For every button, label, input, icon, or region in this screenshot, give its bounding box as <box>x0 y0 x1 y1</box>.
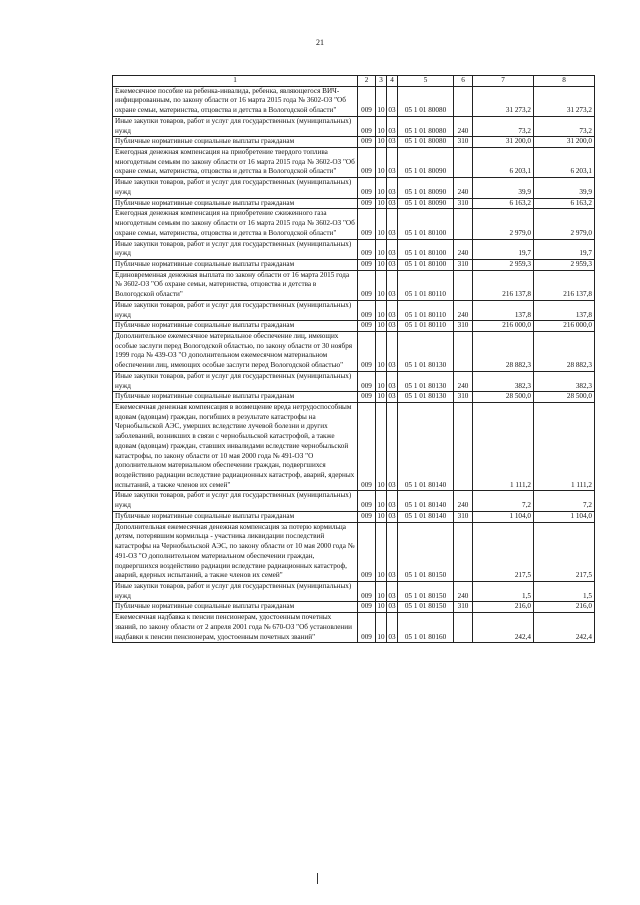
table-row <box>113 403 595 491</box>
amount-col-8: 31 200,0 <box>534 137 595 148</box>
ministry-code: 009 <box>358 613 376 643</box>
table-row <box>113 239 595 259</box>
row-description: Публичные нормативные социальные выплаты гражданам <box>113 321 358 332</box>
section-code: 10 <box>376 403 387 491</box>
subsection-code: 03 <box>387 403 398 491</box>
target-article-code: 05 1 01 80150 <box>398 522 454 581</box>
amount-col-7: 28 500,0 <box>473 392 534 403</box>
row-description: Иные закупки товаров, работ и услуг для государственных (муниципальных) нужд <box>113 116 358 136</box>
amount-col-7: 1,5 <box>473 581 534 601</box>
section-code: 10 <box>376 602 387 613</box>
budget-table <box>112 75 595 643</box>
expense-type-code: 310 <box>454 259 473 270</box>
amount-col-7: 216,0 <box>473 602 534 613</box>
expense-type-code <box>454 270 473 300</box>
ministry-code: 009 <box>358 511 376 522</box>
table-row <box>113 178 595 198</box>
column-header: 3 <box>376 76 387 87</box>
table-row <box>113 392 595 403</box>
ministry-code: 009 <box>358 371 376 391</box>
amount-col-7: 1 104,0 <box>473 511 534 522</box>
section-code: 10 <box>376 613 387 643</box>
table-row <box>113 511 595 522</box>
row-description: Ежемесячная денежная компенсация в возмещение вреда нетрудоспособным вдовам (вдовцам) граждан, погибших в результате катастрофы на Чернобыльской АЭС, умерших вследствие лучевой болезни и других заболеваний, возникших в связи с чернобыльской катастрофой, а также вдовам (вдовцам) граждан, ставших инвалидами вследствие чернобыльской катастрофы, по закону области от 10 мая 2000 года № 491-ОЗ "О дополнительном материальном обеспечении граждан, подвергшихся воздействию радиации вследствие радиационных катастроф, аварий, ядерных испытаний, а также членов их семей" <box>113 403 358 491</box>
expense-type-code <box>454 522 473 581</box>
section-code: 10 <box>376 392 387 403</box>
amount-col-8: 1,5 <box>534 581 595 601</box>
amount-col-8: 28 500,0 <box>534 392 595 403</box>
amount-col-8: 2 979,0 <box>534 209 595 239</box>
row-description: Единовременная денежная выплата по закону области от 16 марта 2015 года № 3602-ОЗ "Об охране семьи, материнства, отцовства и детства в Вологодской области" <box>113 270 358 300</box>
ministry-code: 009 <box>358 602 376 613</box>
section-code: 10 <box>376 331 387 371</box>
amount-col-8: 6 163,2 <box>534 198 595 209</box>
amount-col-7: 39,9 <box>473 178 534 198</box>
target-article-code: 05 1 01 80100 <box>398 239 454 259</box>
expense-type-code <box>454 331 473 371</box>
amount-col-7: 2 979,0 <box>473 209 534 239</box>
ministry-code: 009 <box>358 86 376 116</box>
expense-type-code <box>454 403 473 491</box>
row-description: Иные закупки товаров, работ и услуг для государственных (муниципальных) нужд <box>113 239 358 259</box>
expense-type-code <box>454 209 473 239</box>
page-number: 21 <box>316 38 324 47</box>
row-description: Публичные нормативные социальные выплаты гражданам <box>113 198 358 209</box>
amount-col-8: 1 111,2 <box>534 403 595 491</box>
section-code: 10 <box>376 371 387 391</box>
row-description: Публичные нормативные социальные выплаты гражданам <box>113 259 358 270</box>
table-row <box>113 300 595 320</box>
ministry-code: 009 <box>358 392 376 403</box>
ministry-code: 009 <box>358 209 376 239</box>
target-article-code: 05 1 01 80110 <box>398 270 454 300</box>
ministry-code: 009 <box>358 178 376 198</box>
target-article-code: 05 1 01 80100 <box>398 209 454 239</box>
table-row <box>113 581 595 601</box>
target-article-code: 05 1 01 80130 <box>398 392 454 403</box>
ministry-code: 009 <box>358 116 376 136</box>
amount-col-7: 6 203,1 <box>473 148 534 178</box>
subsection-code: 03 <box>387 239 398 259</box>
subsection-code: 03 <box>387 86 398 116</box>
column-header: 2 <box>358 76 376 87</box>
subsection-code: 03 <box>387 300 398 320</box>
subsection-code: 03 <box>387 613 398 643</box>
target-article-code: 05 1 01 80160 <box>398 613 454 643</box>
expense-type-code: 240 <box>454 491 473 511</box>
amount-col-8: 31 273,2 <box>534 86 595 116</box>
target-article-code: 05 1 01 80080 <box>398 137 454 148</box>
row-description: Дополнительное ежемесячное материальное обеспечение лиц, имеющих особые заслуги перед Вологодской областью, по закону области от 30 ноября 1999 года № 439-ОЗ "О дополнительном ежемесячном материальном обеспечении лиц, имеющих особые заслуги перед Вологодской областью" <box>113 331 358 371</box>
row-description: Ежемесячное пособие на ребенка-инвалида, ребенка, являющегося ВИЧ-инфицированным, по закону области от 16 марта 2015 года № 3602-ОЗ "Об охране семьи, материнства, отцовства и детства в Вологодской области" <box>113 86 358 116</box>
section-code: 10 <box>376 137 387 148</box>
bottom-mark <box>317 873 318 884</box>
target-article-code: 05 1 01 80090 <box>398 178 454 198</box>
table-row <box>113 86 595 116</box>
section-code: 10 <box>376 116 387 136</box>
subsection-code: 03 <box>387 116 398 136</box>
expense-type-code: 310 <box>454 392 473 403</box>
amount-col-8: 39,9 <box>534 178 595 198</box>
ministry-code: 009 <box>358 239 376 259</box>
subsection-code: 03 <box>387 371 398 391</box>
ministry-code: 009 <box>358 270 376 300</box>
amount-col-8: 28 882,3 <box>534 331 595 371</box>
subsection-code: 03 <box>387 602 398 613</box>
row-description: Иные закупки товаров, работ и услуг для государственных (муниципальных) нужд <box>113 371 358 391</box>
column-header: 6 <box>454 76 473 87</box>
table-row <box>113 321 595 332</box>
row-description: Публичные нормативные социальные выплаты гражданам <box>113 137 358 148</box>
row-description: Ежегодная денежная компенсация на приобретение сжиженного газа многодетным семьям по закону области от 16 марта 2015 года № 3602-ОЗ "Об охране семьи, материнства, отцовства и детства в Вологодской области" <box>113 209 358 239</box>
amount-col-8: 217,5 <box>534 522 595 581</box>
table-row <box>113 331 595 371</box>
amount-col-8: 382,3 <box>534 371 595 391</box>
section-code: 10 <box>376 178 387 198</box>
amount-col-8: 216,0 <box>534 602 595 613</box>
subsection-code: 03 <box>387 522 398 581</box>
ministry-code: 009 <box>358 522 376 581</box>
target-article-code: 05 1 01 80090 <box>398 148 454 178</box>
table-row <box>113 198 595 209</box>
amount-col-7: 19,7 <box>473 239 534 259</box>
expense-type-code: 240 <box>454 178 473 198</box>
subsection-code: 03 <box>387 209 398 239</box>
section-code: 10 <box>376 209 387 239</box>
ministry-code: 009 <box>358 148 376 178</box>
expense-type-code: 310 <box>454 511 473 522</box>
amount-col-8: 7,2 <box>534 491 595 511</box>
table-row <box>113 270 595 300</box>
ministry-code: 009 <box>358 491 376 511</box>
subsection-code: 03 <box>387 321 398 332</box>
subsection-code: 03 <box>387 178 398 198</box>
table-header-row <box>113 76 595 87</box>
section-code: 10 <box>376 300 387 320</box>
subsection-code: 03 <box>387 392 398 403</box>
subsection-code: 03 <box>387 137 398 148</box>
expense-type-code: 310 <box>454 602 473 613</box>
section-code: 10 <box>376 239 387 259</box>
target-article-code: 05 1 01 80090 <box>398 198 454 209</box>
table-row <box>113 259 595 270</box>
table-row <box>113 148 595 178</box>
amount-col-7: 382,3 <box>473 371 534 391</box>
table-row <box>113 602 595 613</box>
amount-col-7: 1 111,2 <box>473 403 534 491</box>
section-code: 10 <box>376 581 387 601</box>
row-description: Публичные нормативные социальные выплаты гражданам <box>113 392 358 403</box>
target-article-code: 05 1 01 80080 <box>398 86 454 116</box>
section-code: 10 <box>376 522 387 581</box>
target-article-code: 05 1 01 80100 <box>398 259 454 270</box>
target-article-code: 05 1 01 80140 <box>398 511 454 522</box>
section-code: 10 <box>376 491 387 511</box>
ministry-code: 009 <box>358 321 376 332</box>
amount-col-8: 242,4 <box>534 613 595 643</box>
target-article-code: 05 1 01 80110 <box>398 321 454 332</box>
amount-col-8: 2 959,3 <box>534 259 595 270</box>
amount-col-7: 2 959,3 <box>473 259 534 270</box>
section-code: 10 <box>376 198 387 209</box>
amount-col-7: 31 273,2 <box>473 86 534 116</box>
row-description: Иные закупки товаров, работ и услуг для государственных (муниципальных) нужд <box>113 491 358 511</box>
subsection-code: 03 <box>387 511 398 522</box>
section-code: 10 <box>376 259 387 270</box>
table-row <box>113 116 595 136</box>
amount-col-7: 28 882,3 <box>473 331 534 371</box>
section-code: 10 <box>376 86 387 116</box>
target-article-code: 05 1 01 80130 <box>398 331 454 371</box>
subsection-code: 03 <box>387 198 398 209</box>
expense-type-code: 310 <box>454 198 473 209</box>
column-header: 5 <box>398 76 454 87</box>
amount-col-7: 242,4 <box>473 613 534 643</box>
row-description: Дополнительная ежемесячная денежная компенсация за потерю кормильца детям, потерявшим кормильца - участника ликвидации последствий катастрофы на Чернобыльской АЭС, по закону области от 10 мая 2000 года № 491-ОЗ "О дополнительном материальном обеспечении граждан, подвергшихся воздействию радиации вследствие радиационных катастроф, аварий, ядерных испытаний, а также членов их семей" <box>113 522 358 581</box>
expense-type-code: 240 <box>454 300 473 320</box>
row-description: Ежегодная денежная компенсация на приобретение твердого топлива многодетным семьям по закону области от 16 марта 2015 года № 3602-ОЗ "Об охране семьи, материнства, отцовства и детства в Вологодской области" <box>113 148 358 178</box>
section-code: 10 <box>376 148 387 178</box>
amount-col-7: 31 200,0 <box>473 137 534 148</box>
amount-col-7: 217,5 <box>473 522 534 581</box>
amount-col-8: 73,2 <box>534 116 595 136</box>
amount-col-8: 216 000,0 <box>534 321 595 332</box>
ministry-code: 009 <box>358 581 376 601</box>
target-article-code: 05 1 01 80140 <box>398 403 454 491</box>
expense-type-code: 310 <box>454 321 473 332</box>
target-article-code: 05 1 01 80140 <box>398 491 454 511</box>
target-article-code: 05 1 01 80130 <box>398 371 454 391</box>
section-code: 10 <box>376 321 387 332</box>
row-description: Иные закупки товаров, работ и услуг для государственных (муниципальных) нужд <box>113 300 358 320</box>
expense-type-code <box>454 86 473 116</box>
table-row <box>113 371 595 391</box>
table-row <box>113 137 595 148</box>
amount-col-8: 6 203,1 <box>534 148 595 178</box>
subsection-code: 03 <box>387 259 398 270</box>
expense-type-code: 310 <box>454 137 473 148</box>
expense-type-code: 240 <box>454 371 473 391</box>
row-description: Иные закупки товаров, работ и услуг для государственных (муниципальных) нужд <box>113 581 358 601</box>
column-header: 1 <box>113 76 358 87</box>
row-description: Ежемесячная надбавка к пенсии пенсионерам, удостоенным почетных званий, по закону области от 2 апреля 2001 года № 670-ОЗ "Об установлении надбавки к пенсии пенсионерам, удостоенным почетных званий" <box>113 613 358 643</box>
subsection-code: 03 <box>387 148 398 178</box>
row-description: Иные закупки товаров, работ и услуг для государственных (муниципальных) нужд <box>113 178 358 198</box>
subsection-code: 03 <box>387 331 398 371</box>
ministry-code: 009 <box>358 331 376 371</box>
expense-type-code: 240 <box>454 581 473 601</box>
expense-type-code <box>454 148 473 178</box>
table-row <box>113 491 595 511</box>
amount-col-7: 6 163,2 <box>473 198 534 209</box>
section-code: 10 <box>376 511 387 522</box>
target-article-code: 05 1 01 80110 <box>398 300 454 320</box>
subsection-code: 03 <box>387 491 398 511</box>
ministry-code: 009 <box>358 137 376 148</box>
target-article-code: 05 1 01 80150 <box>398 581 454 601</box>
subsection-code: 03 <box>387 270 398 300</box>
column-header: 4 <box>387 76 398 87</box>
expense-type-code <box>454 613 473 643</box>
table-row <box>113 522 595 581</box>
ministry-code: 009 <box>358 198 376 209</box>
expense-type-code: 240 <box>454 239 473 259</box>
ministry-code: 009 <box>358 300 376 320</box>
amount-col-7: 73,2 <box>473 116 534 136</box>
amount-col-7: 216 137,8 <box>473 270 534 300</box>
target-article-code: 05 1 01 80080 <box>398 116 454 136</box>
ministry-code: 009 <box>358 259 376 270</box>
column-header: 7 <box>473 76 534 87</box>
expense-type-code: 240 <box>454 116 473 136</box>
table-row <box>113 613 595 643</box>
amount-col-8: 19,7 <box>534 239 595 259</box>
table-row <box>113 209 595 239</box>
amount-col-7: 7,2 <box>473 491 534 511</box>
row-description: Публичные нормативные социальные выплаты гражданам <box>113 602 358 613</box>
section-code: 10 <box>376 270 387 300</box>
amount-col-7: 137,8 <box>473 300 534 320</box>
amount-col-8: 137,8 <box>534 300 595 320</box>
ministry-code: 009 <box>358 403 376 491</box>
row-description: Публичные нормативные социальные выплаты гражданам <box>113 511 358 522</box>
subsection-code: 03 <box>387 581 398 601</box>
amount-col-8: 1 104,0 <box>534 511 595 522</box>
amount-col-7: 216 000,0 <box>473 321 534 332</box>
target-article-code: 05 1 01 80150 <box>398 602 454 613</box>
amount-col-8: 216 137,8 <box>534 270 595 300</box>
column-header: 8 <box>534 76 595 87</box>
